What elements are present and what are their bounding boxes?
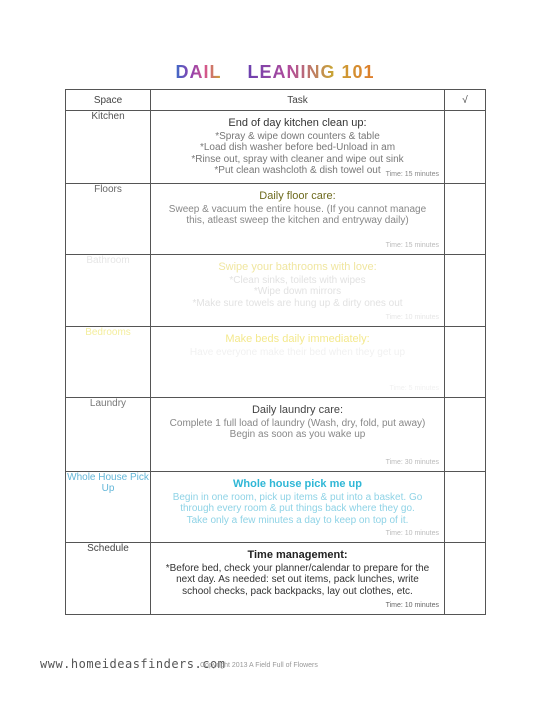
task-line: Have everyone make their bed when they get up <box>189 346 406 358</box>
row-space: Bedrooms <box>66 327 151 398</box>
row-checkbox-cell[interactable] <box>445 398 486 472</box>
task-time: Time: 10 minutes <box>385 529 439 537</box>
task-line: Begin in one room, pick up items & put into a basket. Go <box>172 491 423 503</box>
task-line: *Spray & wipe down counters & table <box>215 130 380 142</box>
table-header-row <box>66 90 486 111</box>
table-row <box>66 472 486 543</box>
row-task <box>151 111 445 184</box>
row-space: Floors <box>66 184 151 255</box>
task-time: Time: 5 minutes <box>389 384 439 392</box>
table-row <box>66 327 486 398</box>
title-part-2: LEANING 101 <box>247 62 375 82</box>
title-part-1: DAIL <box>175 62 222 82</box>
row-task <box>151 184 445 255</box>
task-line: *Before bed, check your planner/calendar to prepare for the <box>165 562 430 574</box>
task-time: Time: 30 minutes <box>385 458 439 466</box>
row-space: Laundry <box>66 398 151 472</box>
task-heading: Swipe your bathrooms with love: <box>218 261 377 273</box>
task-heading: Daily floor care: <box>259 190 336 202</box>
row-checkbox-cell[interactable] <box>445 327 486 398</box>
table-row <box>66 255 486 327</box>
task-line: *Make sure towels are hung up & dirty ones out <box>192 297 403 309</box>
row-space: Schedule <box>66 543 151 615</box>
row-checkbox-cell[interactable] <box>445 543 486 615</box>
row-task <box>151 398 445 472</box>
footer-url: www.homeideasfinders.com <box>40 657 226 671</box>
task-line: *Rinse out, spray with cleaner and wipe out sink <box>191 153 404 165</box>
row-task <box>151 255 445 327</box>
task-time: Time: 10 minutes <box>385 601 439 609</box>
task-line: Begin as soon as you wake up <box>229 429 366 440</box>
task-time: Time: 15 minutes <box>385 170 439 178</box>
task-heading: End of day kitchen clean up: <box>228 117 367 129</box>
header-space: Space <box>66 90 151 111</box>
task-heading: Whole house pick me up <box>233 478 362 490</box>
task-line: through every room & put things back where they go. <box>180 503 415 514</box>
row-task <box>151 472 445 543</box>
footer-copyright: Copyright 2013 A Field Full of Flowers <box>200 662 318 669</box>
task-line: Sweep & vacuum the entire house. (If you cannot manage <box>168 203 427 215</box>
row-checkbox-cell[interactable] <box>445 255 486 327</box>
table-row <box>66 398 486 472</box>
row-task <box>151 327 445 398</box>
task-line: *Clean sinks, toilets with wipes <box>229 274 366 286</box>
task-line: next day. As needed: set out items, pack lunches, write <box>176 574 419 585</box>
task-line: Take only a few minutes a day to keep on top of it. <box>186 514 409 526</box>
page-title <box>0 62 550 83</box>
task-time: Time: 10 minutes <box>385 313 439 321</box>
cleaning-schedule-table <box>65 89 486 615</box>
header-check: √ <box>445 90 486 111</box>
task-line: *Wipe down mirrors <box>253 286 342 297</box>
row-checkbox-cell[interactable] <box>445 111 486 184</box>
task-line: this, atleast sweep the kitchen and entryway daily) <box>186 215 409 226</box>
row-checkbox-cell[interactable] <box>445 184 486 255</box>
table-row <box>66 184 486 255</box>
row-task <box>151 543 445 615</box>
task-line: school checks, pack backpacks, lay out clothes, etc. <box>182 585 413 597</box>
task-line: *Load dish washer before bed-Unload in am <box>199 142 396 153</box>
task-heading: Make beds daily immediately: <box>225 333 370 345</box>
task-time: Time: 15 minutes <box>385 241 439 249</box>
row-space: Whole House Pick Up <box>66 472 151 543</box>
row-checkbox-cell[interactable] <box>445 472 486 543</box>
task-heading: Time management: <box>247 549 348 561</box>
row-space: Kitchen <box>66 111 151 184</box>
row-space: Bathroom <box>66 255 151 327</box>
task-heading: Daily laundry care: <box>251 404 344 416</box>
table-row <box>66 111 486 184</box>
task-line: Complete 1 full load of laundry (Wash, dry, fold, put away) <box>169 417 426 429</box>
task-line: *Put clean washcloth & dish towel out <box>214 165 381 176</box>
table-row <box>66 543 486 615</box>
header-task: Task <box>151 90 445 111</box>
